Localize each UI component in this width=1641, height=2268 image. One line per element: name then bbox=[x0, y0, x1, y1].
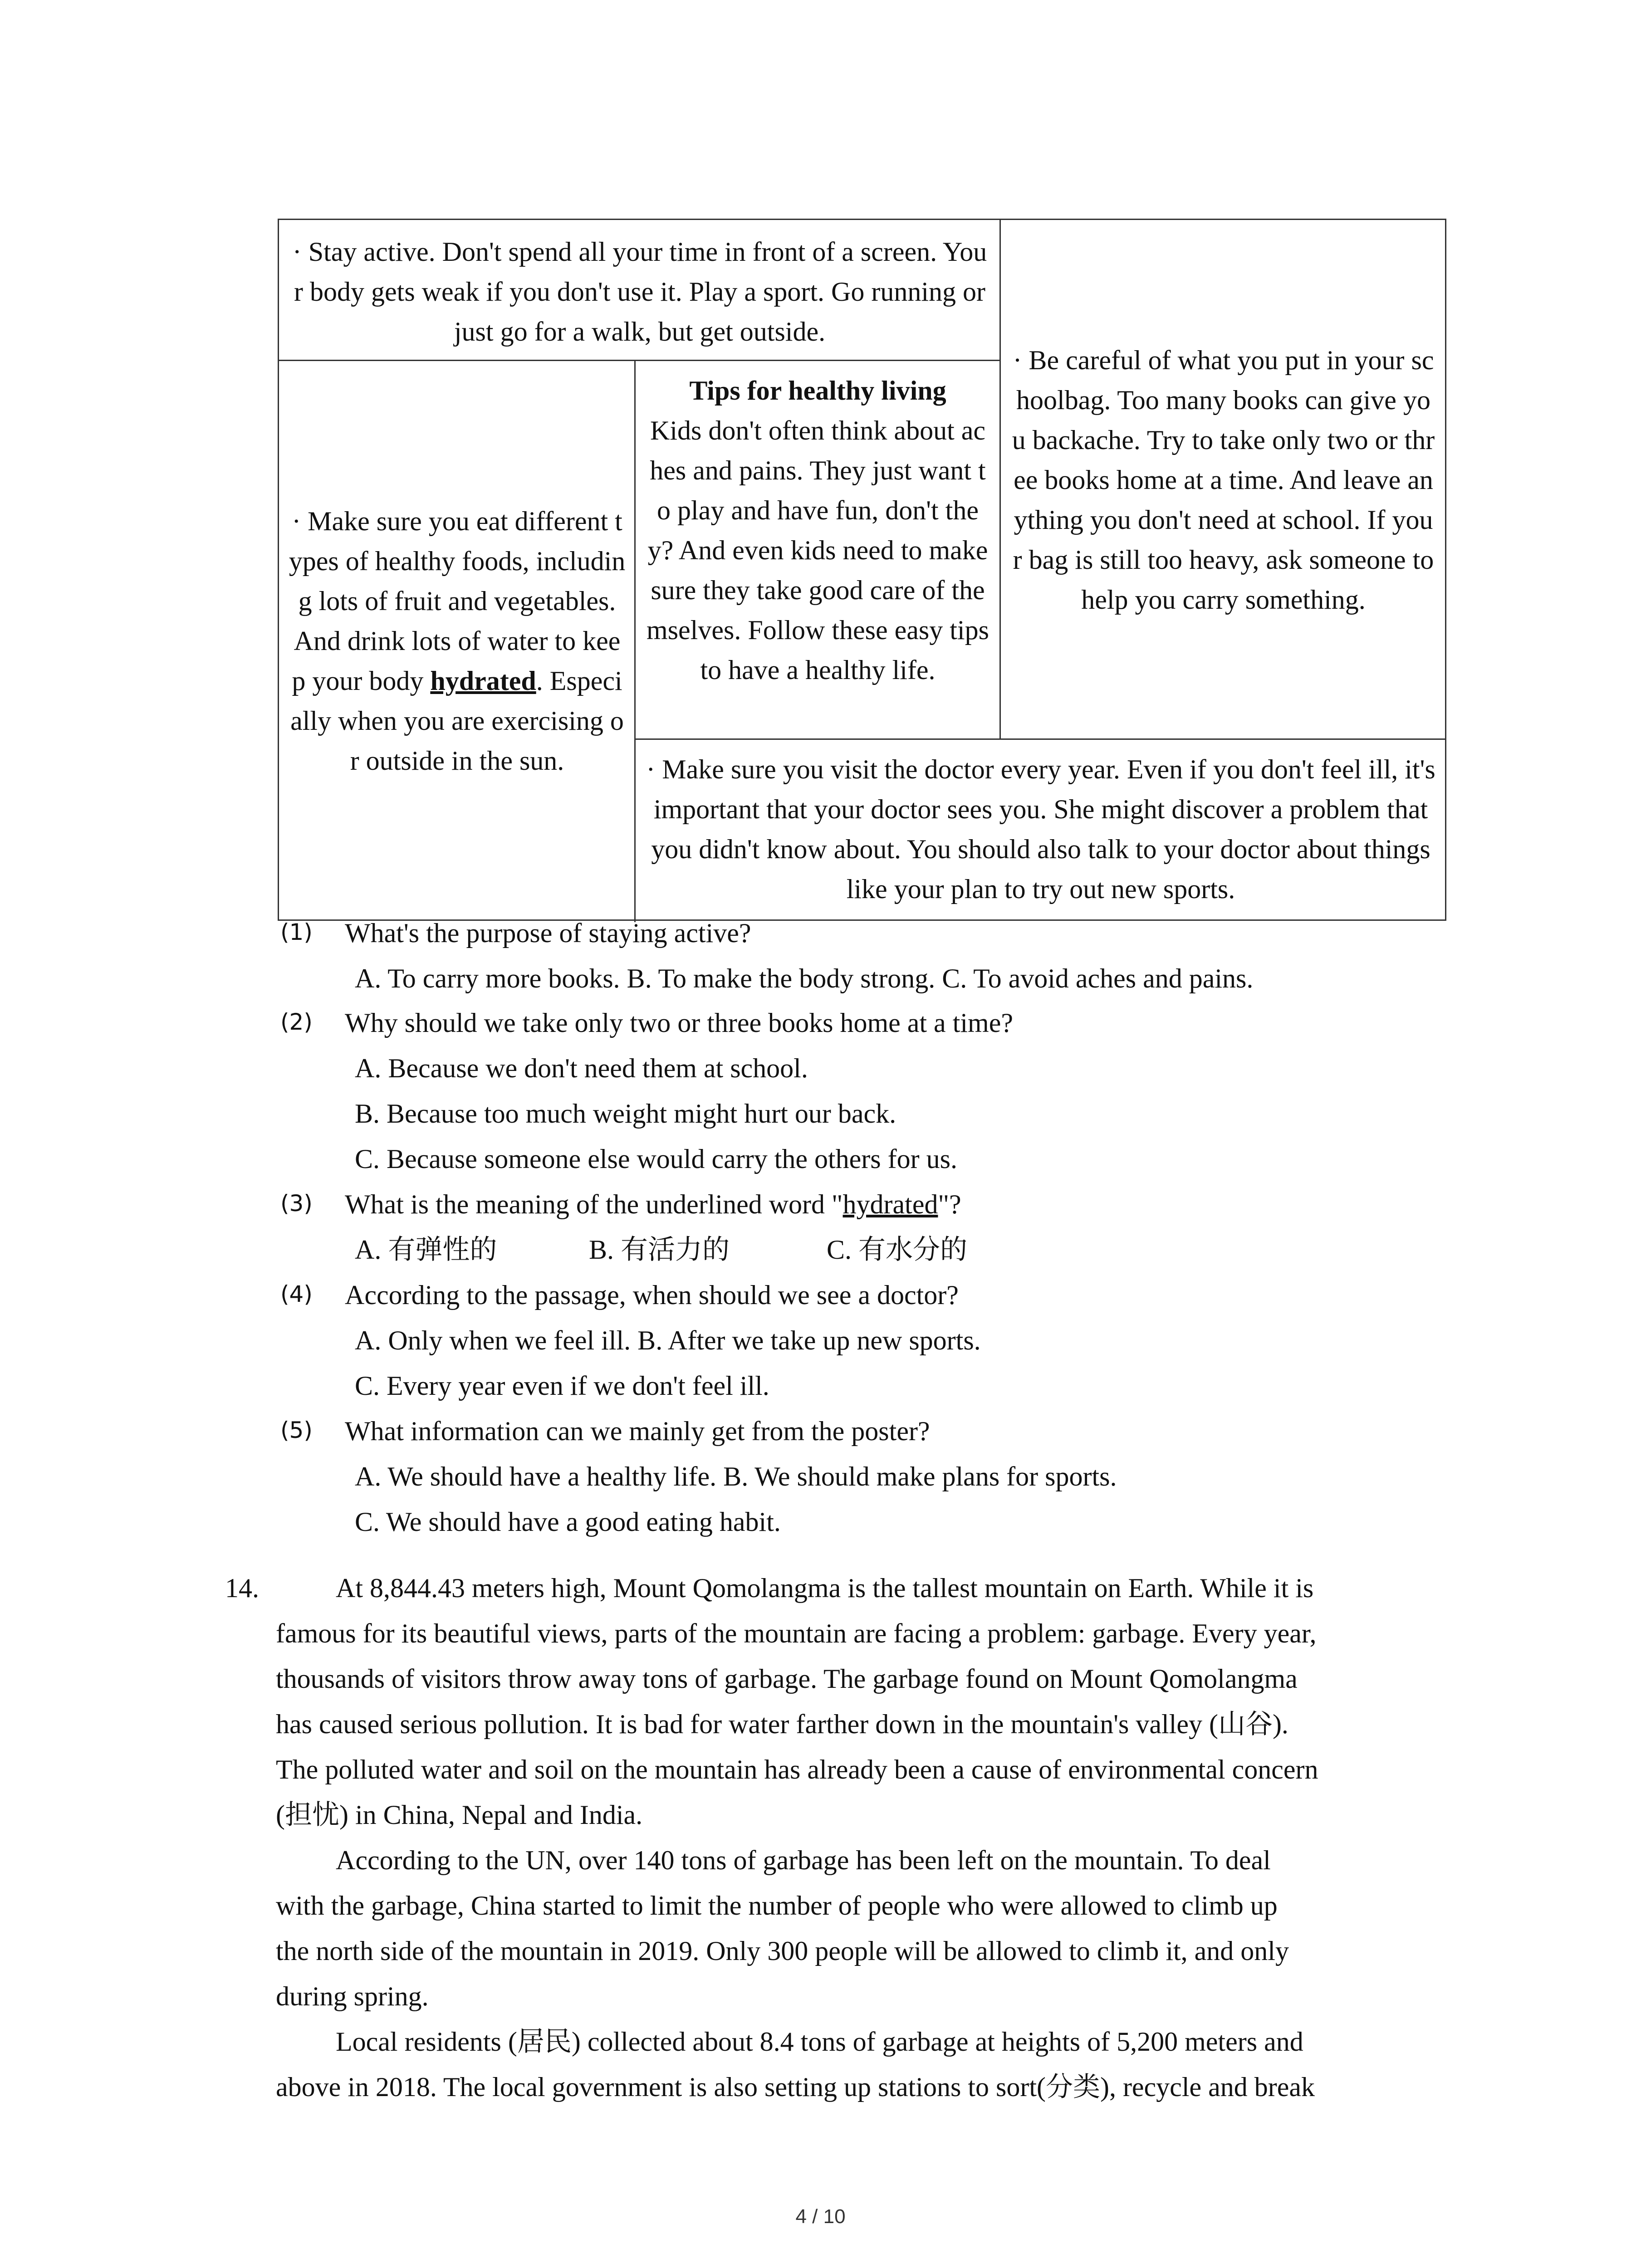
passage-line: (担忧) in China, Nepal and India. bbox=[276, 1800, 643, 1830]
poster-title: Tips for healthy living bbox=[689, 376, 946, 406]
passage-line: famous for its beautiful views, parts of the mountain are facing a problem: garbage. Every year, bbox=[276, 1618, 1317, 1648]
divider bbox=[634, 738, 1446, 740]
option-b: B. 有活力的 bbox=[589, 1235, 730, 1265]
option-a: A. 有弹性的 bbox=[355, 1235, 497, 1265]
divider bbox=[999, 220, 1001, 739]
poster-table bbox=[278, 219, 1446, 921]
passage-line: thousands of visitors throw away tons of garbage. The garbage found on Mount Qomolangma bbox=[276, 1664, 1298, 1694]
divider bbox=[279, 360, 1000, 361]
question-number: (4) bbox=[280, 1281, 313, 1307]
tip-healthy-foods-part1: · Make sure you eat different types of healthy foods, including lots of fruit and vegetables. And drink lots of water to keep your body bbox=[289, 506, 626, 696]
question-text: What's the purpose of staying active? bbox=[345, 918, 751, 948]
tip-visit-doctor-text: · Make sure you visit the doctor every year. Even if you don't feel ill, it's important that your doctor sees you. She might discover a problem that you didn't know about. You should also talk to your doctor about things like your plan to try out new sports. bbox=[646, 754, 1435, 904]
tip-stay-active bbox=[279, 220, 1000, 361]
option-c: C. 有水分的 bbox=[827, 1235, 968, 1265]
page-number: 4 / 10 bbox=[795, 2205, 846, 2228]
poster-intro bbox=[635, 361, 1000, 739]
poster-intro-text: Kids don't often think about aches and pains. They just want to play and have fun, don't they? And even kids need to make sure they take good care of themselves. Follow these easy tips to have a healthy life. bbox=[647, 415, 989, 685]
question-number: (3) bbox=[280, 1190, 313, 1217]
option-a: A. Because we don't need them at school. bbox=[355, 1053, 808, 1083]
question-text: Why should we take only two or three books home at a time? bbox=[345, 1008, 1013, 1038]
tip-visit-doctor bbox=[635, 739, 1446, 921]
passage-line: has caused serious pollution. It is bad for water farther down in the mountain's valley (山谷). bbox=[276, 1709, 1288, 1739]
question-text-part1: What is the meaning of the underlined word " bbox=[345, 1189, 843, 1219]
question-number: (5) bbox=[280, 1417, 313, 1443]
underlined-word-hydrated: hydrated bbox=[430, 665, 536, 696]
question-number: (1) bbox=[280, 919, 313, 945]
tip-schoolbag bbox=[1000, 220, 1446, 739]
option-c: C. Because someone else would carry the others for us. bbox=[355, 1144, 957, 1174]
question-text: According to the passage, when should we see a doctor? bbox=[345, 1280, 959, 1310]
question-options: A. To carry more books. B. To make the body strong. C. To avoid aches and pains. bbox=[355, 963, 1254, 993]
option-c: C. We should have a good eating habit. bbox=[355, 1507, 781, 1537]
question-number: (2) bbox=[280, 1009, 313, 1035]
passage-line: during spring. bbox=[276, 1981, 429, 2011]
tip-healthy-foods-part2: . Especially when you are exercising or outside in the sun. bbox=[290, 665, 624, 776]
tip-healthy-foods bbox=[279, 361, 635, 921]
passage-line: At 8,844.43 meters high, Mount Qomolangma is the tallest mountain on Earth. While it is bbox=[336, 1573, 1314, 1603]
tip-stay-active-text: · Stay active. Don't spend all your time in front of a screen. Your body gets weak if you don't use it. Play a sport. Go running or just go for a walk, but get outside. bbox=[292, 237, 987, 347]
passage-line: the north side of the mountain in 2019. Only 300 people will be allowed to climb it, and only bbox=[276, 1936, 1289, 1966]
option-b: B. Because too much weight might hurt our back. bbox=[355, 1099, 896, 1129]
question-text bbox=[345, 1188, 961, 1220]
underlined-word: hydrated bbox=[843, 1189, 938, 1219]
tip-schoolbag-text: · Be careful of what you put in your schoolbag. Too many books can give you backache. Try to take only two or three books home at a time. And leave anything you don't need at school. If your bag is still too heavy, ask someone to help you carry something. bbox=[1012, 345, 1435, 615]
option-a-b: A. Only when we feel ill. B. After we take up new sports. bbox=[355, 1325, 981, 1355]
option-a-b: A. We should have a healthy life. B. We should make plans for sports. bbox=[355, 1461, 1117, 1491]
question-text: What information can we mainly get from the poster? bbox=[345, 1416, 930, 1446]
divider bbox=[634, 360, 636, 922]
option-c: C. Every year even if we don't feel ill. bbox=[355, 1371, 769, 1401]
passage-line: above in 2018. The local government is also setting up stations to sort(分类), recycle and break bbox=[276, 2072, 1315, 2102]
tip-healthy-foods-text bbox=[287, 501, 627, 781]
passage-line: According to the UN, over 140 tons of garbage has been left on the mountain. To deal bbox=[336, 1845, 1271, 1875]
passage-line: Local residents (居民) collected about 8.4 tons of garbage at heights of 5,200 meters and bbox=[336, 2027, 1303, 2057]
passage-line: with the garbage, China started to limit the number of people who were allowed to climb up bbox=[276, 1891, 1278, 1921]
question-text-part2: "? bbox=[938, 1189, 961, 1219]
passage-line: The polluted water and soil on the mountain has already been a cause of environmental concern bbox=[276, 1755, 1318, 1784]
question-number: 14. bbox=[225, 1573, 259, 1603]
